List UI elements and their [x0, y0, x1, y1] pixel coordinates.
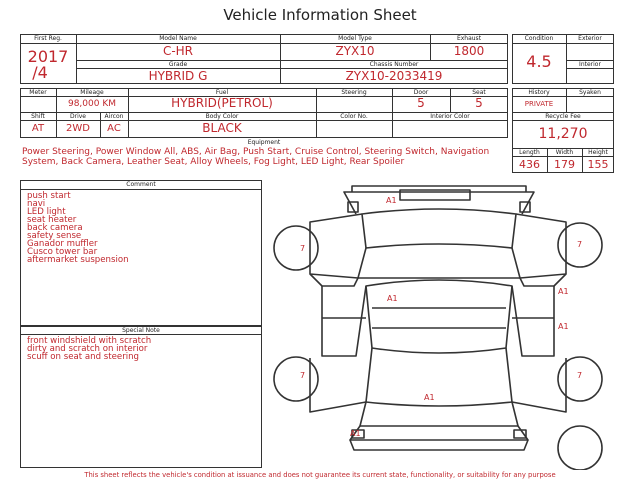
damage-mark: A1: [558, 322, 569, 331]
equipment-text: Power Steering, Power Window All, ABS, Air Bag, Push Start, Cruise Control, Steering Switch, Navigation System, Back Camera, Leather Seat, Alloy Wheels, Fog Light, LED Light, Rear Spoiler: [22, 147, 490, 167]
special-note-list: [27, 337, 151, 361]
model-type-label: Model Type: [338, 35, 372, 42]
list-item: push start: [27, 191, 71, 201]
recycle-fee-value: 11,270: [538, 126, 588, 142]
syaken-label: Syaken: [579, 89, 601, 96]
list-item: scuff on seat and steering: [27, 352, 140, 362]
aircon-label: Aircon: [104, 113, 124, 120]
list-item: aftermarket suspension: [27, 255, 129, 265]
width-value: 179: [554, 158, 575, 171]
door-label: Door: [413, 89, 429, 96]
car-damage-diagram: [262, 178, 632, 470]
history-label: History: [528, 89, 550, 96]
page-title: Vehicle Information Sheet: [223, 6, 417, 24]
damage-mark: A1: [558, 287, 569, 296]
damage-mark: A1: [387, 294, 398, 303]
mileage-value: 98,000 KM: [67, 99, 117, 109]
tire-front-left: [274, 226, 318, 270]
list-item: seat heater: [27, 215, 77, 225]
special-note-label: Special Note: [122, 327, 160, 334]
condition-value: 4.5: [526, 52, 552, 71]
condition-label: Condition: [524, 35, 554, 42]
tire-mark: 7: [300, 371, 306, 380]
history-value: PRIVATE: [524, 100, 554, 108]
meter-label: Meter: [29, 89, 47, 96]
recycle-fee-label: Recycle Fee: [545, 113, 581, 120]
chassis-label: Chassis Number: [369, 61, 419, 68]
model-name-value: C-HR: [162, 44, 194, 58]
seat-value: 5: [475, 96, 483, 110]
list-item: Cusco tower bar: [27, 247, 98, 257]
interior-label: Interior: [579, 61, 601, 68]
height-value: 155: [587, 158, 609, 171]
list-item: navi: [27, 199, 46, 209]
tire-rear-left: [274, 357, 318, 401]
first-reg-month: /4: [32, 63, 48, 82]
equipment-label: Equipment: [247, 139, 281, 146]
color-no-label: Color No.: [340, 113, 368, 120]
exhaust-label: Exhaust: [456, 35, 482, 42]
spare-tire: [558, 426, 602, 470]
drive-label: Drive: [70, 113, 86, 120]
disclaimer-footer: This sheet reflects the vehicle's condition at issuance and does not guarantee its current state, functionality, or suitability for any purpose: [84, 471, 556, 479]
first-reg-label: First Reg.: [34, 35, 62, 42]
body-color-value: BLACK: [202, 121, 242, 135]
grade-label: Grade: [168, 61, 188, 68]
mileage-label: Mileage: [80, 89, 104, 96]
exterior-label: Exterior: [578, 35, 602, 42]
damage-mark: A1: [350, 429, 361, 438]
height-label: Height: [588, 149, 608, 156]
drive-value: 2WD: [66, 123, 90, 134]
interior-color-label: Interior Color: [430, 113, 470, 120]
list-item: back camera: [27, 223, 83, 233]
list-item: LED light: [27, 207, 66, 217]
damage-mark: A1: [386, 196, 397, 205]
shift-label: Shift: [31, 113, 45, 120]
grade-value: HYBRID G: [148, 69, 208, 83]
first-reg-year: 2017: [27, 47, 69, 66]
damage-mark: A1: [424, 393, 435, 402]
model-name-label: Model Name: [159, 35, 197, 42]
exhaust-value: 1800: [453, 44, 485, 58]
chassis-value: ZYX10-2033419: [345, 69, 443, 83]
comment-label: Comment: [126, 181, 156, 188]
door-value: 5: [417, 96, 425, 110]
fuel-value: HYBRID(PETROL): [171, 96, 273, 110]
tire-mark: 7: [577, 371, 583, 380]
steering-label: Steering: [341, 89, 367, 96]
shift-value: AT: [31, 123, 45, 134]
fuel-label: Fuel: [215, 89, 229, 96]
length-value: 436: [519, 158, 540, 171]
list-item: front windshield with scratch: [27, 336, 152, 346]
length-label: Length: [519, 149, 540, 156]
aircon-value: AC: [107, 123, 121, 134]
list-item: Ganador muffler: [27, 239, 98, 249]
body-color-label: Body Color: [205, 113, 239, 120]
tire-mark: 7: [300, 244, 306, 253]
tire-mark: 7: [577, 240, 583, 249]
seat-label: Seat: [472, 89, 486, 96]
comment-list: [27, 192, 129, 264]
list-item: safety sense: [27, 231, 82, 241]
list-item: dirty and scratch on interior: [27, 344, 148, 354]
model-type-value: ZYX10: [335, 44, 375, 58]
width-label: Width: [555, 149, 574, 156]
